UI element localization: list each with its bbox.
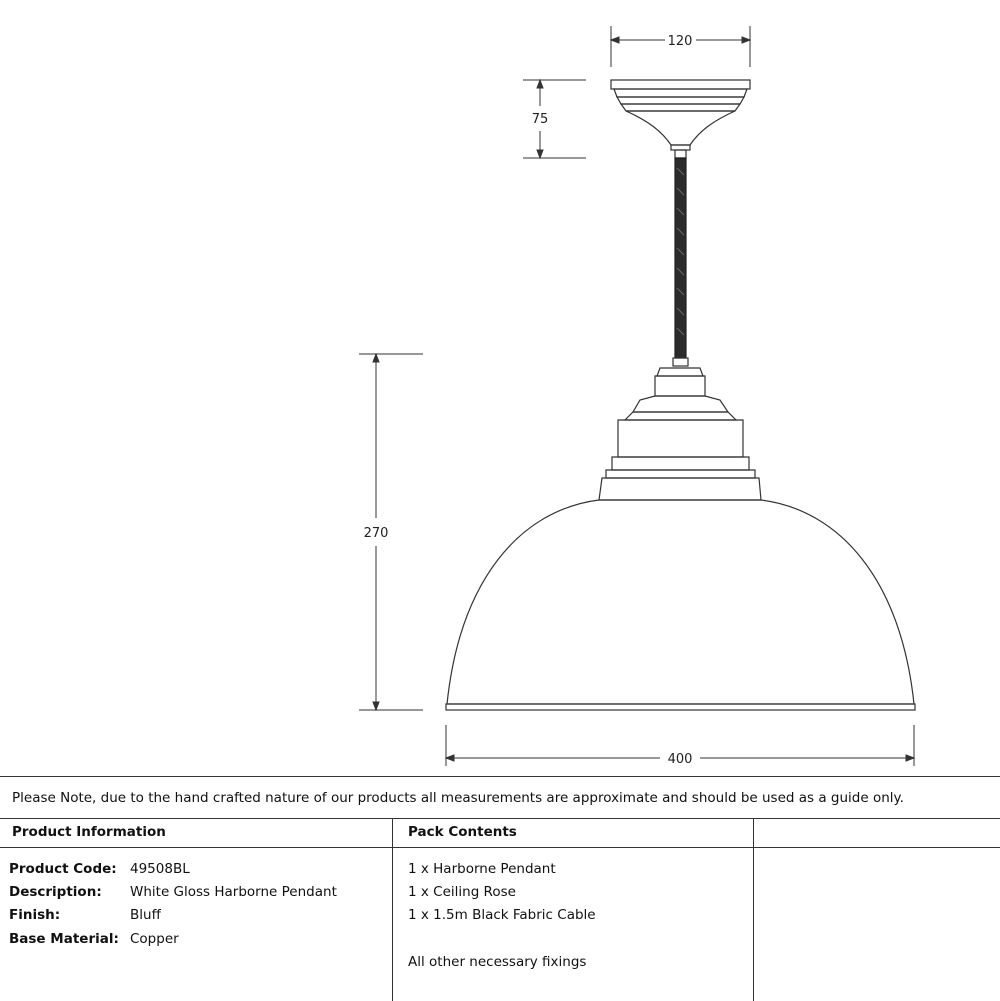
- pack-extra: All other necessary fixings: [408, 954, 587, 970]
- dim-shade-width: 400: [667, 752, 693, 767]
- pendant-shade: [446, 500, 915, 710]
- dim-rose-width: 120: [667, 34, 693, 49]
- row-value: White Gloss Harborne Pendant: [130, 884, 337, 900]
- dim-rose-height: 75: [531, 112, 549, 127]
- measurement-note: [0, 776, 1000, 819]
- product-info-table: [0, 818, 1000, 1001]
- pack-contents-header: Pack Contents: [408, 824, 517, 840]
- fabric-cable: [675, 158, 686, 358]
- dim-shade-height: 270: [363, 526, 389, 541]
- row-label: Base Material:: [9, 931, 119, 947]
- pack-item: 1 x Harborne Pendant: [408, 861, 556, 877]
- note-text: Please Note, due to the hand crafted nature of our products all measurements are approximate and should be used as a guide only.: [12, 790, 904, 806]
- row-value: Bluff: [130, 907, 161, 923]
- row-label: Product Code:: [9, 861, 117, 877]
- lamp-holder: [599, 358, 761, 500]
- pack-item: 1 x 1.5m Black Fabric Cable: [408, 907, 596, 923]
- product-info-header: Product Information: [12, 824, 166, 840]
- row-value: 49508BL: [130, 861, 190, 877]
- header-divider: [0, 847, 1000, 848]
- row-label: Description:: [9, 884, 102, 900]
- row-value: Copper: [130, 931, 179, 947]
- pack-item: 1 x Ceiling Rose: [408, 884, 516, 900]
- dimension-lines: [359, 26, 914, 766]
- ceiling-rose: [611, 80, 750, 158]
- row-label: Finish:: [9, 907, 61, 923]
